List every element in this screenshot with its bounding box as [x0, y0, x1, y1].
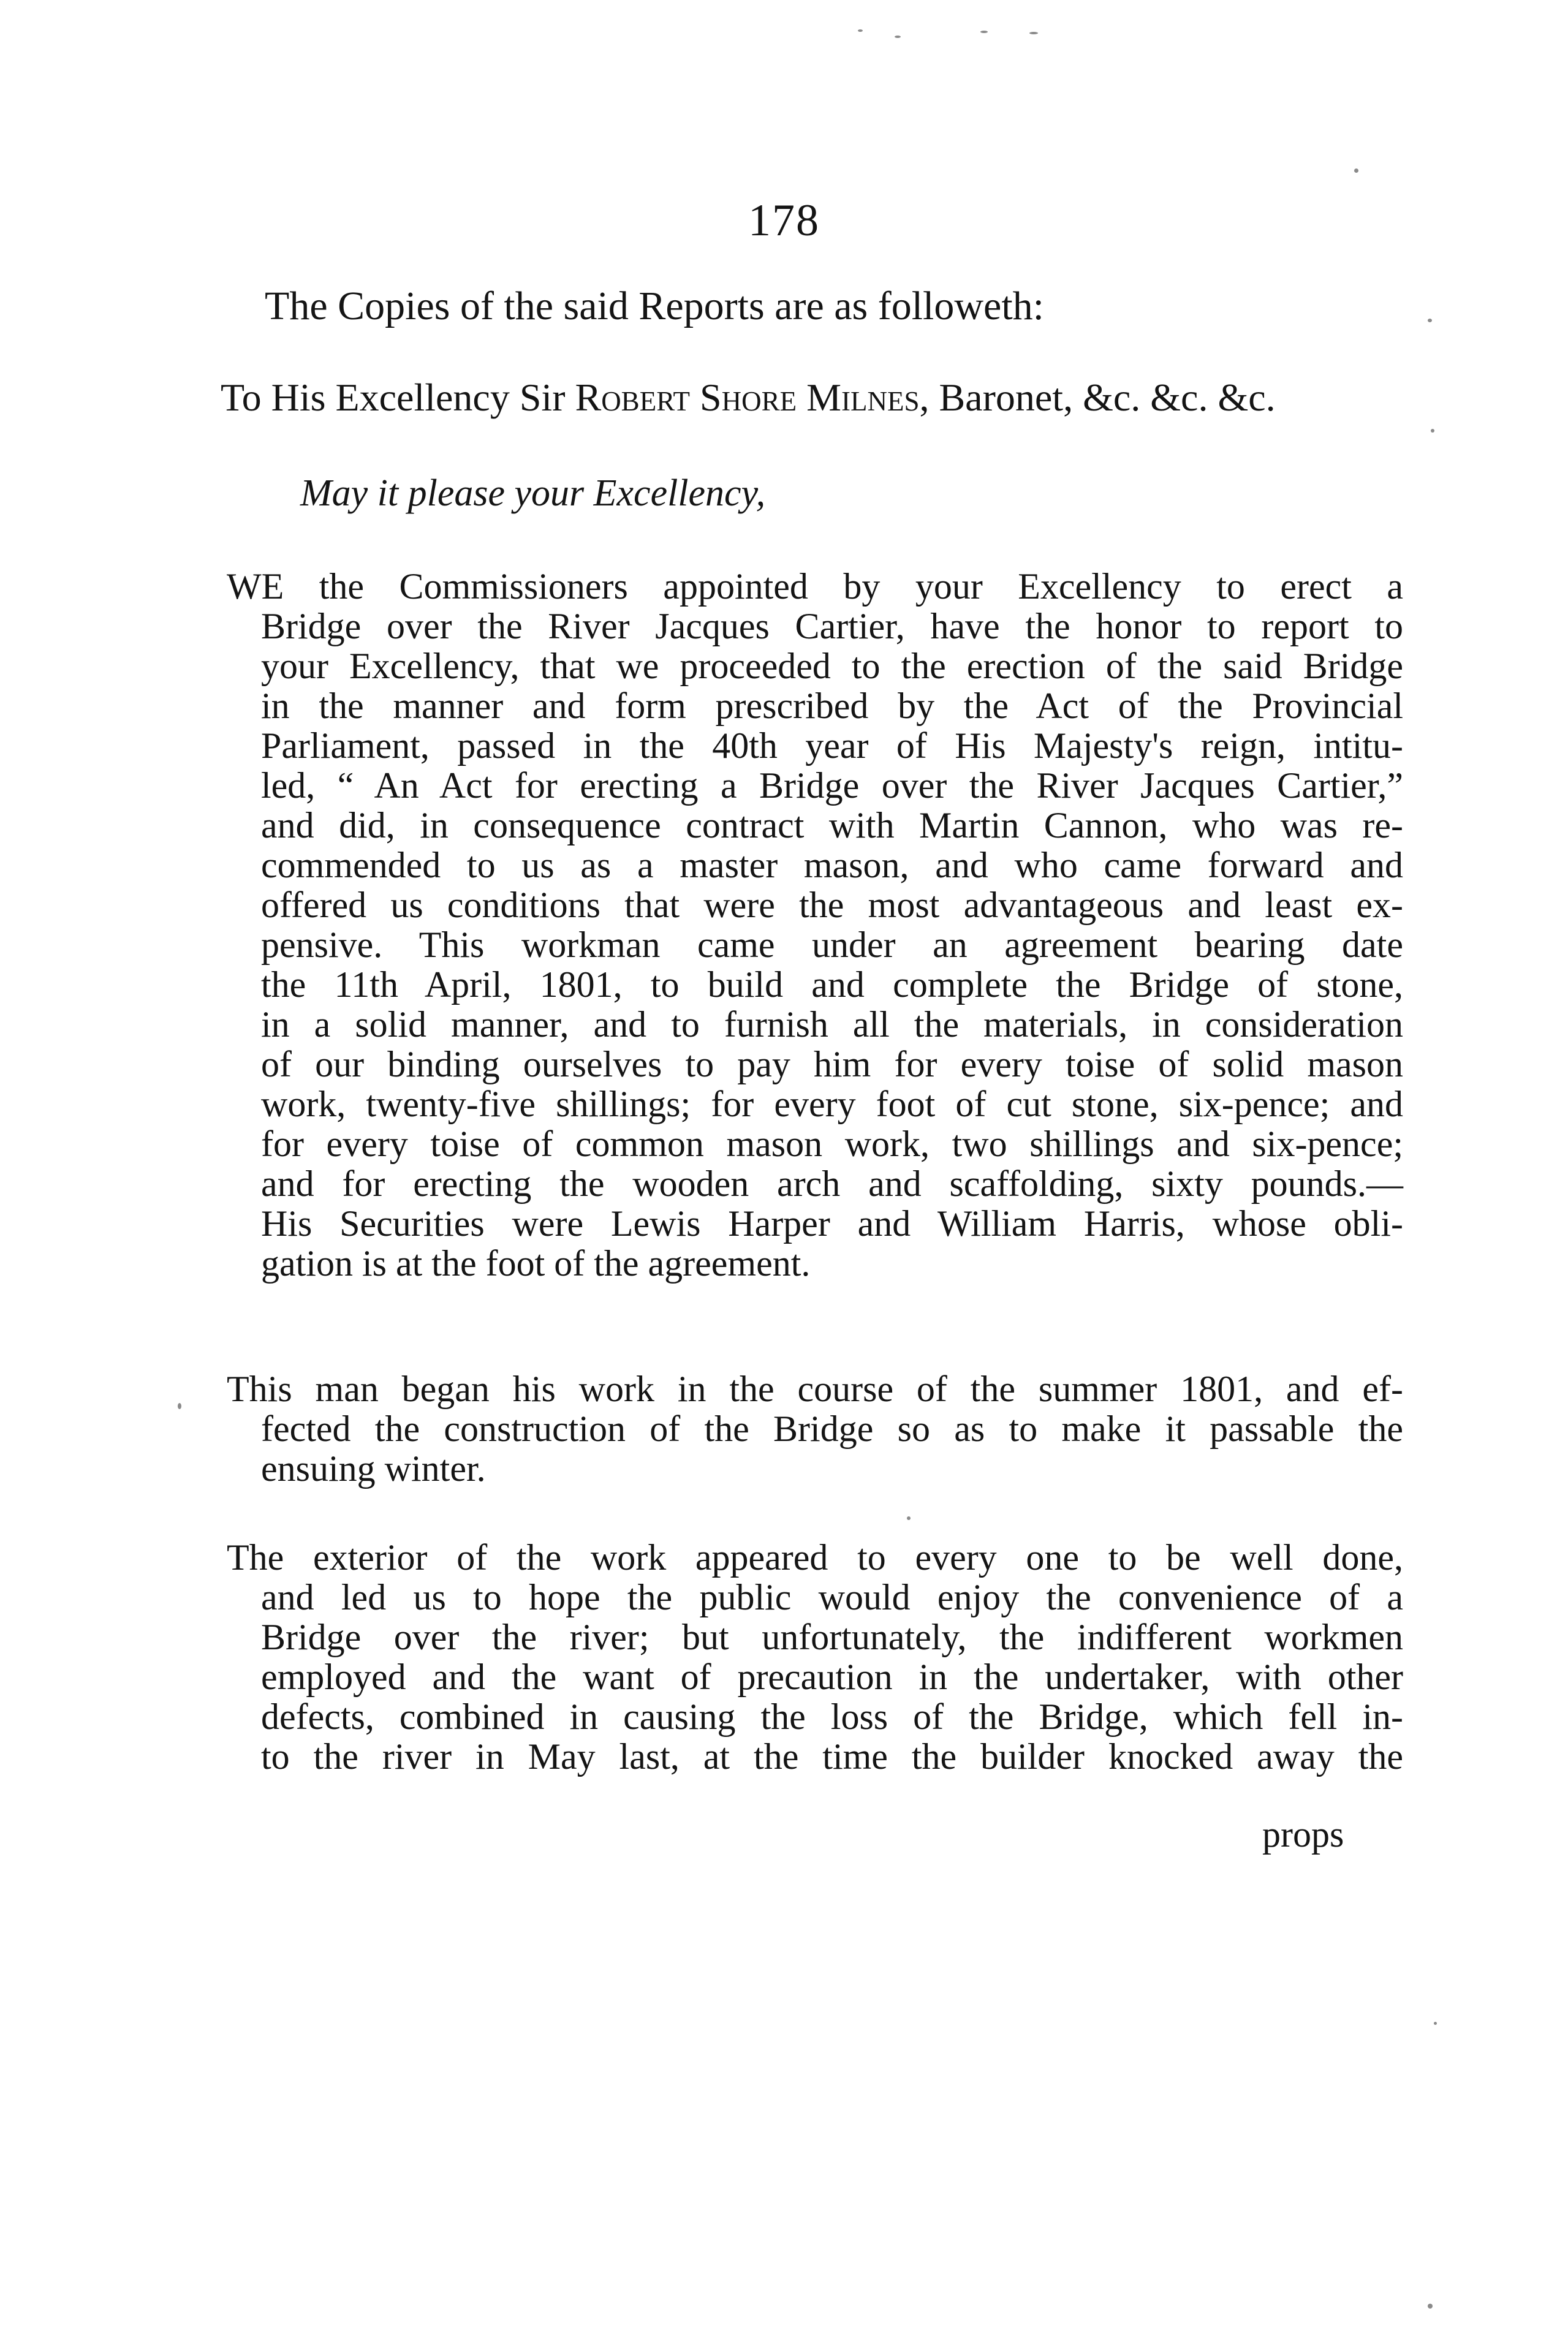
text-line: and led us to hope the public would enjoy the convenience of a — [261, 1577, 1403, 1617]
text-line: offered us conditions that were the most advantageous and least ex- — [261, 885, 1403, 925]
text-line: His Securities were Lewis Harper and William Harris, whose obli- — [261, 1203, 1403, 1244]
text-line: WE the Commissioners appointed by your Excellency to erect a — [227, 566, 1403, 607]
text-line: in the manner and form prescribed by the Act of the Provincial — [261, 686, 1403, 726]
text-line: fected the construction of the Bridge so as to make it passable the — [261, 1409, 1403, 1449]
text-line: defects, combined in causing the loss of the Bridge, which fell in- — [261, 1696, 1403, 1737]
scan-speck — [980, 31, 988, 33]
paragraph-collapse — [227, 1538, 1403, 1777]
scan-speck — [178, 1403, 181, 1409]
address-suffix: , Baronet, &c. &c. &c. — [919, 376, 1276, 419]
scan-speck — [1434, 2022, 1437, 2025]
scan-speck — [1428, 2304, 1433, 2309]
text-line: employed and the want of precaution in the undertaker, with other — [261, 1657, 1403, 1697]
scan-speck — [1029, 32, 1038, 34]
scan-speck — [907, 1516, 911, 1520]
text-line: led, “ An Act for erecting a Bridge over the River Jacques Cartier,” — [261, 765, 1403, 806]
page-number: 178 — [748, 195, 820, 246]
text-line: the 11th April, 1801, to build and complete the Bridge of stone, — [261, 964, 1403, 1005]
text-line: in a solid manner, and to furnish all the materials, in consideration — [261, 1004, 1403, 1045]
text-line: of our binding ourselves to pay him for every toise of solid mason — [261, 1044, 1403, 1084]
text-line: and did, in consequence contract with Martin Cannon, who was re- — [261, 805, 1403, 845]
section-heading: The Copies of the said Reports are as followeth: — [265, 284, 1045, 328]
text-line: commended to us as a master mason, and who came forward and — [261, 845, 1403, 885]
scan-speck — [1354, 168, 1358, 173]
scan-speck — [858, 29, 863, 32]
text-line: The exterior of the work appeared to every one to be well done, — [227, 1537, 1403, 1578]
text-line: gation is at the foot of the agreement. — [261, 1243, 811, 1284]
text-line: Bridge over the River Jacques Cartier, have the honor to report to — [261, 606, 1403, 646]
text-line: ensuing winter. — [261, 1448, 486, 1489]
address-name: Robert Shore Milnes — [575, 376, 920, 419]
scan-speck — [1428, 319, 1432, 322]
catchword: props — [1262, 1814, 1344, 1855]
text-line: Parliament, passed in the 40th year of His Majesty's reign, intitu- — [261, 725, 1403, 766]
address-line — [221, 375, 1276, 420]
paragraph-report — [227, 567, 1403, 1284]
text-line: for every toise of common mason work, two shillings and six-pence; — [261, 1124, 1403, 1164]
address-prefix: To His Excellency Sir — [221, 376, 575, 419]
text-line: This man began his work in the course of the summer 1801, and ef- — [227, 1369, 1403, 1409]
text-line: Bridge over the river; but unfortunately, the indifferent workmen — [261, 1617, 1403, 1657]
paragraph-construction — [227, 1369, 1403, 1489]
salutation: May it please your Excellency, — [300, 472, 766, 514]
scan-speck — [1431, 429, 1434, 433]
text-line: work, twenty-five shillings; for every foot of cut stone, six-pence; and — [261, 1084, 1403, 1124]
text-line: to the river in May last, at the time the builder knocked away the — [261, 1736, 1403, 1777]
text-line: and for erecting the wooden arch and scaffolding, sixty pounds.— — [261, 1163, 1403, 1204]
text-line: pensive. This workman came under an agreement bearing date — [261, 925, 1403, 965]
scan-speck — [895, 36, 901, 38]
text-line: your Excellency, that we proceeded to the erection of the said Bridge — [261, 646, 1403, 686]
